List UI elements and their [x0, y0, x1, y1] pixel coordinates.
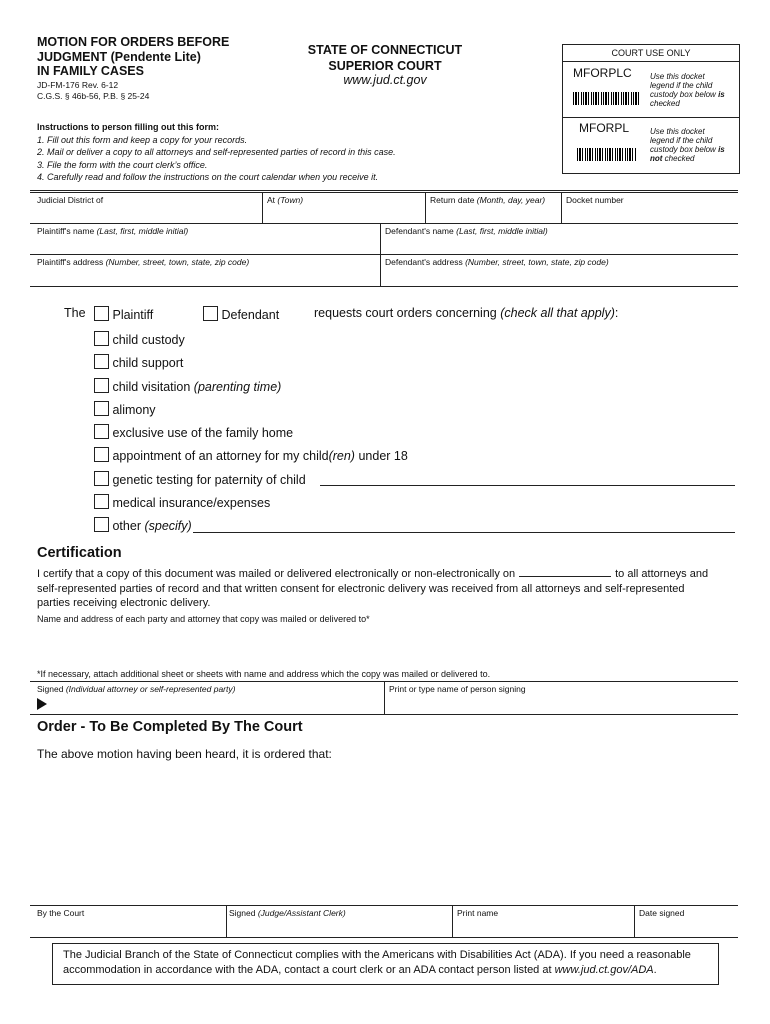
- option-exclusive-use[interactable]: exclusive use of the family home: [94, 422, 408, 445]
- docket-code-mforplc: MFORPLC: [573, 66, 632, 80]
- ada-link[interactable]: www.jud.ct.gov/ADA: [554, 963, 654, 976]
- docket-number-field[interactable]: Docket number: [566, 195, 624, 205]
- return-date-field[interactable]: Return date (Month, day, year): [430, 195, 546, 205]
- checkbox[interactable]: [94, 424, 109, 439]
- checkbox[interactable]: [94, 471, 109, 486]
- print-name-field[interactable]: Print or type name of person signing: [389, 684, 526, 694]
- docket-legend-1: Use this docket legend if the child custody box below is checked: [650, 72, 725, 108]
- instructions-heading: Instructions to person filling out this form:: [37, 122, 219, 132]
- attach-note: *If necessary, attach additional sheet or sheets with name and address which the copy was mailed or delivered to.: [37, 669, 491, 679]
- other-specify-line[interactable]: [193, 532, 735, 533]
- the-label: The: [64, 306, 86, 320]
- option-genetic-testing[interactable]: genetic testing for paternity of child: [94, 469, 408, 492]
- defendant-checkbox[interactable]: [203, 306, 218, 321]
- instruction-step: 2. Mail or deliver a copy to all attorneys and self-represented parties of record in this case.: [37, 147, 396, 157]
- form-title: MOTION FOR ORDERS BEFORE JUDGMENT (Pendente Lite) IN FAMILY CASES: [37, 35, 230, 78]
- checkbox[interactable]: [94, 401, 109, 416]
- defendant-name-field[interactable]: Defendant's name (Last, first, middle initial): [385, 226, 548, 236]
- website: www.jud.ct.gov: [343, 73, 427, 87]
- order-heading: Order - To Be Completed By The Court: [37, 719, 303, 735]
- checkbox[interactable]: [94, 517, 109, 532]
- barcode-2: [577, 148, 637, 161]
- date-signed-field[interactable]: Date signed: [639, 908, 685, 918]
- court-use-title: COURT USE ONLY: [611, 48, 691, 58]
- checkbox[interactable]: [94, 447, 109, 462]
- instructions: [37, 121, 396, 184]
- certification-text: I certify that a copy of this document was mailed or delivered electronically or non-electronically on to all attorneys and self-represented parties of record and that written consent for electronic delivery was received from all attorneys and self-represented parties receiving electronic delivery.: [37, 568, 709, 609]
- court-use-box: [562, 44, 740, 174]
- docket-legend-2: Use this docket legend if the child custody box below is not checked: [650, 127, 725, 163]
- plaintiff-address-field[interactable]: Plaintiff's address (Number, street, town, state, zip code): [37, 257, 250, 267]
- town-field[interactable]: At (Town): [267, 195, 304, 205]
- checkbox[interactable]: [94, 354, 109, 369]
- plaintiff-checkbox[interactable]: [94, 306, 109, 321]
- signed-field[interactable]: Signed (Individual attorney or self-represented party): [37, 684, 236, 694]
- judicial-district-field[interactable]: Judicial District of: [37, 195, 104, 205]
- name-address-area[interactable]: [37, 628, 735, 668]
- ada-notice: The Judicial Branch of the State of Connecticut complies with the Americans with Disabilities Act (ADA). If you need a reasonable accommodation in accordance with the ADA, contact a court clerk or an ADA contact person listed at www.jud.ct.gov/ADA.: [52, 943, 719, 985]
- order-text: The above motion having been heard, it is ordered that:: [37, 747, 332, 761]
- checkbox[interactable]: [94, 331, 109, 346]
- option-medical[interactable]: medical insurance/expenses: [94, 492, 408, 515]
- instruction-step: 1. Fill out this form and keep a copy for your records.: [37, 134, 248, 145]
- option-alimony[interactable]: alimony: [94, 399, 408, 422]
- docket-code-mforpl: MFORPL: [579, 121, 630, 135]
- certification-heading: Certification: [37, 545, 122, 561]
- statutes: C.G.S. § 46b-56, P.B. § 25-24: [37, 91, 150, 101]
- by-the-court-field[interactable]: By the Court: [37, 908, 85, 918]
- order-area[interactable]: [37, 766, 735, 902]
- instruction-step: 3. File the form with the court clerk’s office.: [37, 159, 208, 170]
- sign-here-arrow-icon: [37, 698, 47, 710]
- checkbox[interactable]: [94, 378, 109, 393]
- name-address-label: Name and address of each party and attorney that copy was mailed or delivered to*: [37, 614, 370, 624]
- request-text: requests court orders concerning (check all that apply):: [314, 306, 619, 320]
- option-attorney-for-child[interactable]: appointment of an attorney for my child(ren) under 18: [94, 445, 408, 468]
- barcode-1: [573, 92, 641, 105]
- checkbox[interactable]: [94, 494, 109, 509]
- defendant-address-field[interactable]: Defendant's address (Number, street, town, state, zip code): [385, 257, 609, 267]
- option-child-custody[interactable]: child custody: [94, 329, 408, 352]
- judge-signed-field[interactable]: Signed (Judge/Assistant Clerk): [229, 908, 346, 918]
- form-number: JD-FM-176 Rev. 6-12: [37, 80, 119, 90]
- option-other[interactable]: other (specify): [94, 515, 408, 538]
- court-name: STATE OF CONNECTICUT SUPERIOR COURT: [307, 43, 463, 73]
- instruction-step: 4. Carefully read and follow the instructions on the court calendar when you receive it.: [37, 172, 379, 182]
- option-child-visitation[interactable]: child visitation (parenting time): [94, 376, 408, 399]
- plaintiff-checkbox-row[interactable]: Plaintiff: [94, 306, 153, 322]
- defendant-checkbox-row[interactable]: Defendant: [203, 306, 279, 322]
- judge-print-name-field[interactable]: Print name: [457, 908, 499, 918]
- plaintiff-name-field[interactable]: Plaintiff's name (Last, first, middle initial): [37, 226, 189, 236]
- option-child-support[interactable]: child support: [94, 352, 408, 375]
- genetic-testing-line[interactable]: [320, 485, 735, 486]
